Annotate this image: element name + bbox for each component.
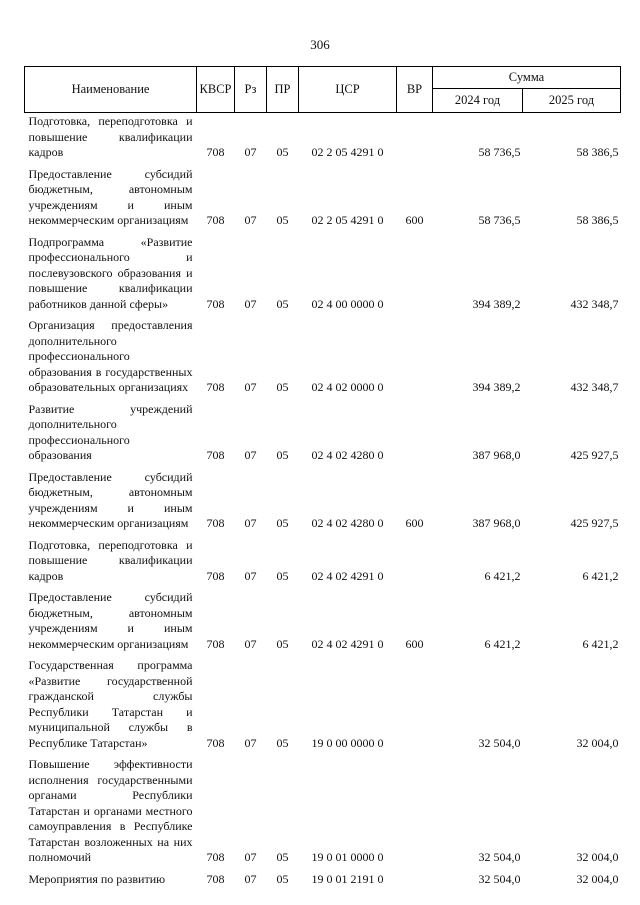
cell-sum-2025: 425 927,5 [570,516,619,530]
header-sum: Сумма [433,67,621,89]
cell-kvsr: 708 [206,871,225,886]
cell-name: Предоставление субсидий бюджетным, автономным учреждениям и иным некоммерческим организациям [28,590,193,651]
cell-sum-2024: 387 968,0 [472,448,521,462]
cell-kvsr: 708 [206,213,225,227]
cell-sum-2025: 58 386,5 [576,145,619,159]
cell-rz: 07 [244,850,257,864]
cell-vr [397,235,433,319]
cell-name: Мероприятия по развитию [28,871,166,886]
cell-rz: 07 [244,735,257,750]
cell-csr: 02 4 02 4291 0 [311,568,384,583]
table-row [25,402,621,470]
cell-csr: 02 4 02 4280 0 [311,516,384,530]
cell-csr: 19 0 01 0000 0 [311,850,384,864]
cell-rz: 07 [244,213,257,227]
cell-rz: 07 [244,380,257,394]
cell-pr: 05 [276,568,289,583]
cell-name: Развитие учреждений дополнительного профессионального образования [28,401,193,462]
table-row [25,757,621,872]
header-vr: ВР [397,67,433,113]
cell-rz: 07 [244,871,257,886]
cell-name: Предоставление субсидий бюджетным, автономным учреждениям и иным некоммерческим организациям [28,166,193,227]
cell-kvsr: 708 [206,448,225,462]
cell-csr: 02 2 05 4291 0 [311,145,384,159]
cell-pr: 05 [276,871,289,886]
cell-sum-2024: 387 968,0 [472,516,521,530]
cell-csr: 02 4 00 0000 0 [311,296,384,311]
cell-pr: 05 [276,735,289,750]
table-body [25,113,621,894]
table-row [25,167,621,235]
cell-sum-2025: 6 421,2 [582,568,619,583]
cell-vr: 600 [405,213,424,227]
cell-sum-2025: 432 348,7 [570,380,619,394]
cell-kvsr: 708 [206,296,225,311]
cell-rz: 07 [244,636,257,651]
header-rz: Рз [235,67,267,113]
header-pr: ПР [267,67,299,113]
cell-name: Подпрограмма «Развитие профессионального и послевузовского образования и повышение квалификации работников данной сферы» [28,234,193,311]
table-row [25,538,621,591]
table-row [25,235,621,319]
header-name: Наименование [25,67,197,113]
cell-csr: 02 4 02 4291 0 [311,636,384,651]
cell-pr: 05 [276,448,289,462]
cell-pr: 05 [276,636,289,651]
cell-name: Подготовка, переподготовка и повышение квалификации кадров [28,537,193,583]
cell-rz: 07 [244,296,257,311]
cell-sum-2025: 32 004,0 [576,850,619,864]
cell-sum-2024: 6 421,2 [484,568,521,583]
cell-sum-2024: 58 736,5 [478,145,521,159]
page-number: 306 [310,37,330,52]
cell-vr [397,757,433,872]
cell-vr [397,113,433,167]
cell-sum-2025: 6 421,2 [582,636,619,651]
header-kvsr: КВСР [197,67,235,113]
cell-vr [397,402,433,470]
cell-kvsr: 708 [206,380,225,394]
header-year-2024: 2024 год [433,89,523,113]
cell-csr: 02 4 02 4280 0 [311,448,384,462]
cell-kvsr: 708 [206,516,225,530]
cell-vr: 600 [405,636,424,651]
cell-sum-2025: 432 348,7 [570,296,619,311]
cell-kvsr: 708 [206,145,225,159]
table-row [25,590,621,658]
cell-name: Государственная программа «Развитие государственной гражданской службы Республики Татарстан и муниципальной службы в Республике Татарстан» [28,658,193,750]
cell-kvsr: 708 [206,636,225,651]
cell-pr: 05 [276,296,289,311]
cell-sum-2024: 394 389,2 [472,380,521,394]
cell-sum-2024: 32 504,0 [478,871,521,886]
cell-sum-2024: 394 389,2 [472,296,521,311]
cell-sum-2024: 32 504,0 [478,850,521,864]
cell-rz: 07 [244,448,257,462]
table-row [25,872,621,894]
cell-kvsr: 708 [206,568,225,583]
table-row [25,318,621,402]
cell-rz: 07 [244,568,257,583]
cell-sum-2025: 32 004,0 [576,871,619,886]
cell-vr [397,658,433,757]
cell-pr: 05 [276,213,289,227]
cell-pr: 05 [276,380,289,394]
cell-rz: 07 [244,516,257,530]
cell-sum-2025: 32 004,0 [576,735,619,750]
cell-vr: 600 [405,516,424,530]
cell-sum-2025: 425 927,5 [570,448,619,462]
cell-csr: 19 0 01 2191 0 [311,871,384,886]
cell-name: Повышение эффективности исполнения государственными органами Республики Татарстан и органами местного самоуправления в Республике Татарстан возложенных на них полномочий [28,757,193,864]
table-row [25,113,621,167]
cell-sum-2025: 58 386,5 [576,213,619,227]
cell-vr [397,318,433,402]
cell-sum-2024: 58 736,5 [478,213,521,227]
cell-pr: 05 [276,850,289,864]
cell-pr: 05 [276,516,289,530]
cell-name: Подготовка, переподготовка и повышение квалификации кадров [28,114,193,159]
cell-name: Предоставление субсидий бюджетным, автономным учреждениям и иным некоммерческим организациям [28,469,193,530]
cell-kvsr: 708 [206,850,225,864]
table-row [25,658,621,757]
cell-vr [397,872,433,894]
table-row [25,470,621,538]
header-csr: ЦСР [299,67,397,113]
cell-csr: 02 2 05 4291 0 [311,213,384,227]
cell-sum-2024: 6 421,2 [484,636,521,651]
header-year-2025: 2025 год [523,89,621,113]
cell-kvsr: 708 [206,735,225,750]
budget-table [24,66,621,893]
cell-rz: 07 [244,145,257,159]
cell-pr: 05 [276,145,289,159]
cell-csr: 19 0 00 0000 0 [311,735,384,750]
cell-vr [397,538,433,591]
cell-sum-2024: 32 504,0 [478,735,521,750]
cell-name: Организация предоставления дополнительного профессионального образования в государственных образовательных организациях [28,318,193,394]
cell-csr: 02 4 02 0000 0 [311,380,384,394]
